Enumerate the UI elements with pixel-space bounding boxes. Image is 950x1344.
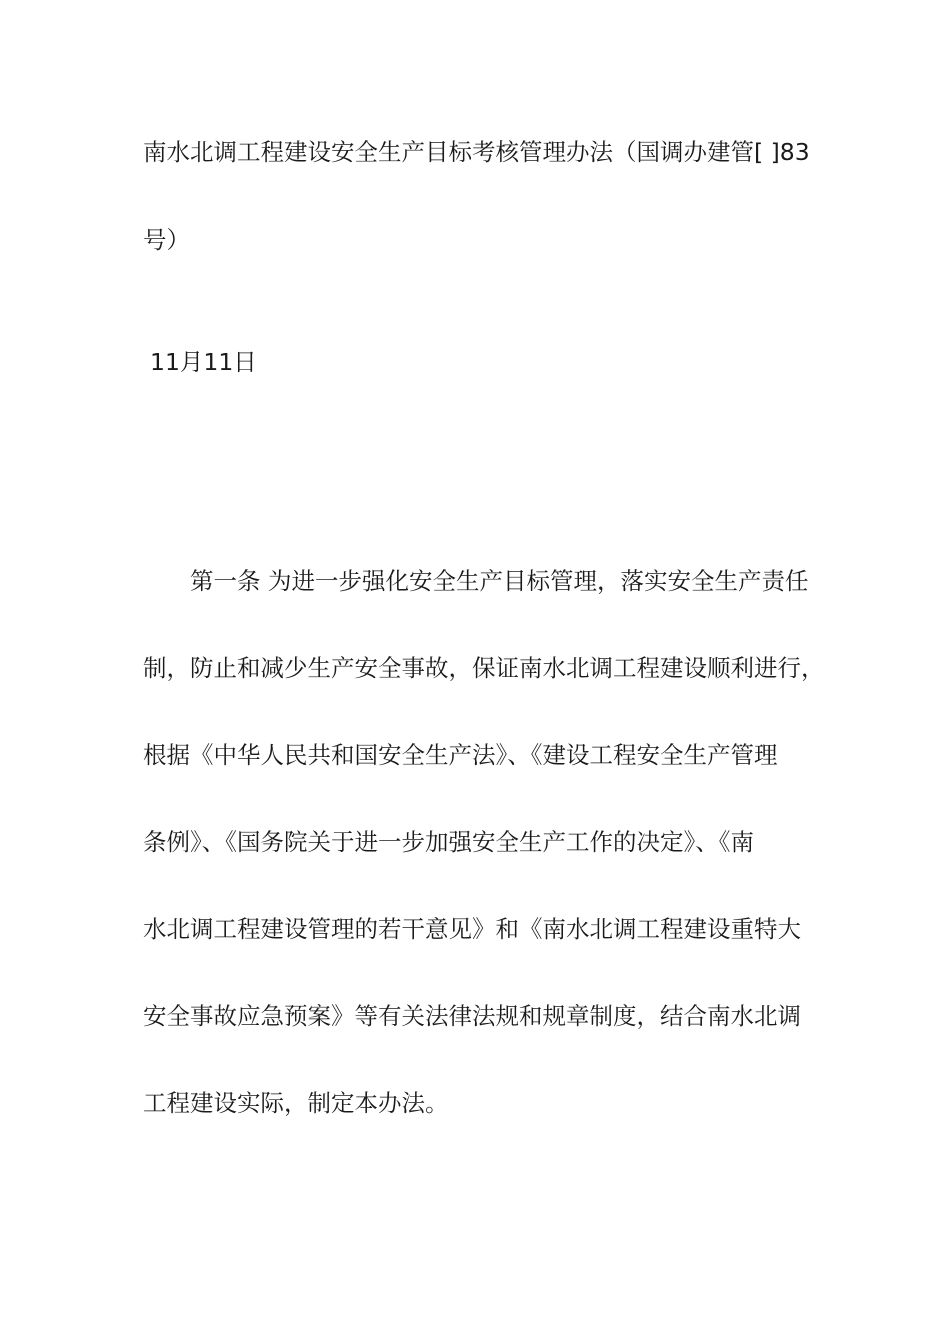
article-line-7: 工程建设实际，制定本办法。 (143, 1089, 449, 1117)
document-title-line-2: 号） (143, 226, 190, 254)
document-title-line-1: 南水北调工程建设安全生产目标考核管理办法（国调办建管[ ]83 (143, 138, 810, 166)
article-line-6: 安全事故应急预案》等有关法律法规和规章制度，结合南水北调 (143, 1002, 801, 1030)
article-line-4: 条例》、《国务院关于进一步加强安全生产工作的决定》、《南 (143, 828, 754, 856)
article-line-1: 第一条 为进一步强化安全生产目标管理，落实安全生产责任 (190, 567, 809, 595)
document-date: 11月11日 (150, 348, 257, 376)
article-line-2: 制，防止和减少生产安全事故，保证南水北调工程建设顺利进行， (143, 654, 825, 682)
article-line-3: 根据《中华人民共和国安全生产法》、《建设工程安全生产管理 (143, 741, 778, 769)
article-line-5: 水北调工程建设管理的若干意见》和《南水北调工程建设重特大 (143, 915, 801, 943)
